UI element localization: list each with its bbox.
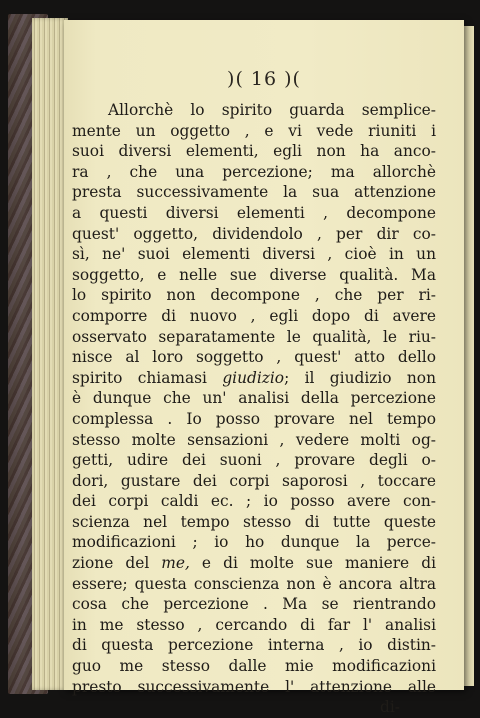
text-line: dei corpi caldi ec. ; io posso avere con- [72, 492, 436, 511]
text-line: getti, udire dei suoni , provare degli o- [72, 451, 436, 470]
text-line: sì, ne' suoi elementi diversi , cioè in un [72, 245, 436, 264]
text-line: guo me stesso dalle mie modificazioni [72, 657, 436, 676]
text-line: stesso molte sensazioni , vedere molti og- [72, 430, 436, 449]
text-line: zione del me, e di molte sue maniere di [72, 554, 436, 573]
text-line: Allorchè lo spirito guarda semplice- [108, 101, 436, 119]
text-line: in me stesso , cercando di far l' analisi [72, 615, 436, 634]
text-line: cosa che percezione . Ma se rientrando [72, 595, 436, 614]
page-number: )( 16 )( [227, 68, 301, 90]
text-line: è dunque che un' analisi della percezione [72, 389, 436, 408]
text-line: presta successivamente la sua attenzione [72, 183, 436, 202]
page-stack-edge [32, 18, 68, 690]
text-line: osservato separatamente le qualità, le riu- [72, 327, 436, 346]
text-line: mente un oggetto , e vi vede riuniti i [72, 121, 436, 140]
text-line: di- [380, 698, 400, 717]
body-text [72, 100, 436, 718]
text-line: quest' oggetto, dividendolo , per dir co- [72, 224, 436, 243]
text-line: nisce al loro soggetto , quest' atto dello [72, 348, 436, 367]
text-line: dori, gustare dei corpi saporosi , toccare [72, 471, 436, 490]
text-line: spirito chiamasi giudizio; il giudizio non [72, 368, 436, 387]
text-line: comporre di nuovo , egli dopo di avere [72, 306, 436, 325]
italic-word: giudizio [222, 368, 285, 387]
text-line: lo spirito non decompone , che per ri- [72, 286, 436, 305]
text-line: suoi diversi elementi, egli non ha anco- [72, 142, 436, 161]
text-line: modificazioni ; io ho dunque la perce- [72, 533, 436, 552]
text-line: di questa percezione interna , io distin- [72, 636, 436, 655]
text-line: complessa . Io posso provare nel tempo [72, 409, 436, 428]
text-line: ra , che una percezione; ma allorchè [72, 162, 436, 181]
text-line: soggetto, e nelle sue diverse qualità. Ma [72, 265, 436, 284]
text-line: a questi diversi elementi , decompone [72, 203, 436, 222]
text-line: scienza nel tempo stesso di tutte queste [72, 512, 436, 531]
text-line: essere; questa conscienza non è ancora altra [72, 574, 436, 593]
text-line: presto successivamente l' attenzione alle [72, 677, 436, 696]
italic-word: me, [149, 554, 190, 573]
